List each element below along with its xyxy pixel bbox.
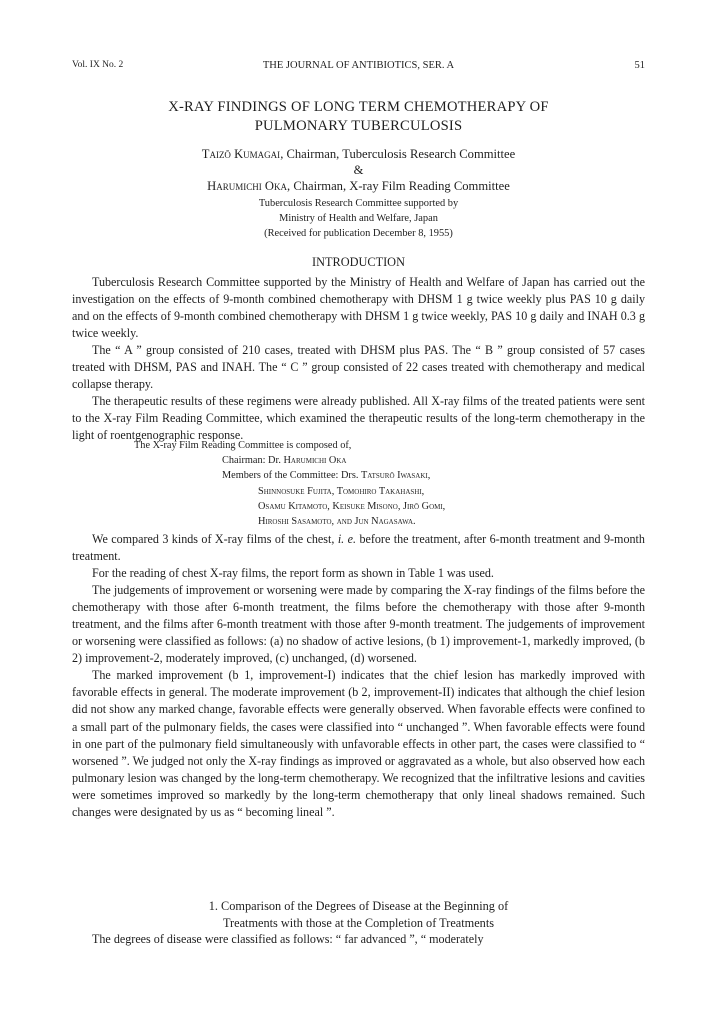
- committee-members-line-1: [72, 468, 645, 483]
- section-1-text: [72, 931, 645, 948]
- section-1-heading-line-1: 1. Comparison of the Degrees of Disease at the Beginning of: [208, 899, 509, 913]
- received-date: (Received for publication December 8, 1955): [264, 228, 453, 239]
- author-1-role: , Chairman, Tuberculosis Research Committee: [280, 147, 516, 161]
- intro-paragraph-2: The “ A ” group consisted of 210 cases, treated with DHSM plus PAS. The “ B ” group consisted of 57 cases treated with DHSM, PAS and INAH. The “ C ” group consisted of 22 cases treated with chemotherapy and medical collapse therapy.: [72, 343, 645, 392]
- chairman-name: Harumichi Oka: [283, 455, 347, 467]
- body-paragraph-3: The judgements of improvement or worsening were made by comparing the X-ray findings of the films before the chemotherapy with those after 6-month treatment, the films before the chemotherapy with those after 9-month treatment, and the films after 6-month treatment with those after 9-month treatment. The judgements of improvement or worsening were classified as follows: (a) no shadow of active lesions, (b 1) improvement-1, markedly improved, (b 2) improvement-2, moderately improved, (c) unchanged, (d) worsened.: [72, 583, 645, 666]
- affiliation-line-1: Tuberculosis Research Committee supported by: [258, 198, 459, 209]
- introduction-heading: INTRODUCTION: [312, 255, 405, 269]
- members-names-1: Tatsurō Iwasaki,: [361, 470, 431, 482]
- section-1-heading: [72, 898, 645, 932]
- methods-text: [72, 531, 645, 821]
- author-2-name: Harumichi Oka: [207, 179, 288, 193]
- chairman-label: Chairman: Dr.: [222, 455, 281, 467]
- committee-members-line-2: Shinnosuke Fujita, Tomohiro Takahashi,: [258, 485, 425, 497]
- introduction-text: [72, 274, 645, 444]
- intro-paragraph-3: The therapeutic results of these regimens were already published. All X-ray films of the treated patients were sent to the X-ray Film Reading Committee, which examined the therapeutic results of the long-term chemotherapy in the light of roentgenographic response.: [72, 394, 645, 443]
- page-number: 51: [634, 60, 645, 71]
- body-paragraph-4: The marked improvement (b 1, improvement-I) indicates that the chief lesion has markedly improved with favorable effects in general. The moderate improvement (b 2, improvement-II) indicates that although the chief lesion did not show any marked change, favorable effects were generally observed. When favorable effects were confined to a small part of the pulmonary fields, the cases were classified into “ unchanged ”. When favorable effects were found in one part of the pulmonary field simultaneously with unfavorable effects in other part, the cases were classified to “ worsened ”. We judged not only the X-ray findings as improved or aggravated as a whole, but also observed how each pulmonary lesion was changed by the long-term chemotherapy. We recognized that the infiltrative lesions and cavities were sometimes improved so markedly by the long-term chemotherapy that only lineal shadows remained. Such changes were designated by us as “ becoming lineal ”.: [72, 668, 645, 819]
- committee-chairman: [72, 453, 645, 468]
- volume-label: Vol. IX No. 2: [72, 60, 124, 70]
- author-ampersand: &: [353, 163, 364, 177]
- title-line-1: X-RAY FINDINGS OF LONG TERM CHEMOTHERAPY OF: [168, 99, 549, 115]
- author-1: [72, 146, 645, 162]
- section-1-heading-line-2: Treatments with those at the Completion of Treatments: [222, 916, 495, 930]
- affiliation-block: [72, 196, 645, 241]
- committee-members-line-3: Osamu Kitamoto, Keisuke Misono, Jirō Gomi,: [258, 500, 446, 512]
- section-1-paragraph-1: The degrees of disease were classified as follows: “ far advanced ”, “ moderately: [92, 932, 484, 946]
- p1-ie: i. e.: [337, 532, 357, 546]
- author-1-name: Taizō Kumagai: [201, 147, 281, 161]
- journal-title: THE JOURNAL OF ANTIBIOTICS, SER. A: [262, 60, 455, 71]
- article-title: [72, 98, 645, 136]
- body-paragraph-2: For the reading of chest X-ray films, the report form as shown in Table 1 was used.: [92, 566, 494, 581]
- running-header: [72, 60, 645, 78]
- title-line-2: PULMONARY TUBERCULOSIS: [254, 118, 463, 134]
- p1-after: before the treatment, after 6-month treatment and 9-month treatment.: [72, 532, 645, 564]
- body-paragraph-1: [72, 531, 645, 565]
- committee-members-line-4: Hiroshi Sasamoto, and Jun Nagasawa.: [258, 516, 416, 528]
- p1-before: We compared 3 kinds of X-ray films of the chest,: [92, 532, 335, 546]
- committee-intro: The X-ray Film Reading Committee is composed of,: [134, 440, 352, 451]
- intro-paragraph-1: Tuberculosis Research Committee supported by the Ministry of Health and Welfare of Japan has carried out the investigation on the effects of 9-month combined chemotherapy with DHSM 1 g twice weekly plus PAS 10 g daily and on the effects of 9-month combined chemotherapy with DHSM 1 g twice weekly, PAS 10 g daily and INAH 0.3 g twice weekly.: [72, 275, 645, 341]
- affiliation-line-2: Ministry of Health and Welfare, Japan: [279, 213, 438, 224]
- author-block: [72, 146, 645, 194]
- author-2: [72, 178, 645, 194]
- members-label: Members of the Committee: Drs.: [222, 470, 359, 482]
- committee-listing: [72, 438, 645, 529]
- author-2-role: , Chairman, X-ray Film Reading Committee: [287, 179, 510, 193]
